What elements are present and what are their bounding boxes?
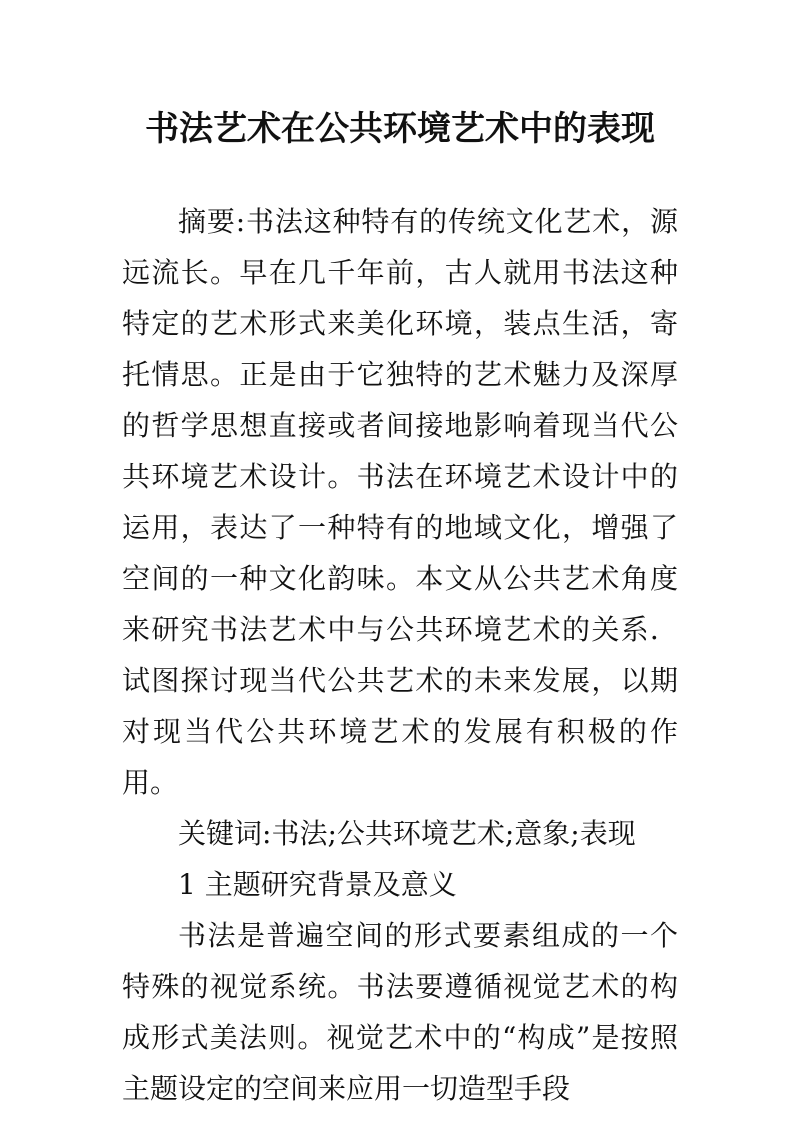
keywords-label: 关键词: xyxy=(178,817,272,850)
document-body xyxy=(122,196,678,1114)
keywords-text: 书法;公共环境艺术;意象;表现 xyxy=(271,817,636,850)
keywords-line xyxy=(122,808,678,859)
abstract-text: 书法这种特有的传统文化艺术，源远流长。早在几千年前，古人就用书法这种特定的艺术形式来美化环境，装点生活，寄托情思。正是由于它独特的艺术魅力及深厚的哲学思想直接或者间接地影响着现当代公共环境艺术设计。书法在环境艺术设计中的运用，表达了一种特有的地域文化，增强了空间的一种文化韵味。本文从公共艺术角度来研究书法艺术中与公共环境艺术的关系．试图探讨现当代公共艺术的未来发展，以期对现当代公共环境艺术的发展有积极的作用。 xyxy=(122,205,678,799)
document-title: 书法艺术在公共环境艺术中的表现 xyxy=(145,109,655,149)
abstract-paragraph xyxy=(122,196,678,808)
section-heading: 1 主题研究背景及意义 xyxy=(178,868,457,901)
section-paragraph: 书法是普遍空间的形式要素组成的一个特殊的视觉系统。书法要遵循视觉艺术的构成形式美法则。视觉艺术中的“构成”是按照主题设定的空间来应用一切造型手段 xyxy=(122,919,678,1105)
abstract-label: 摘要: xyxy=(178,205,246,238)
